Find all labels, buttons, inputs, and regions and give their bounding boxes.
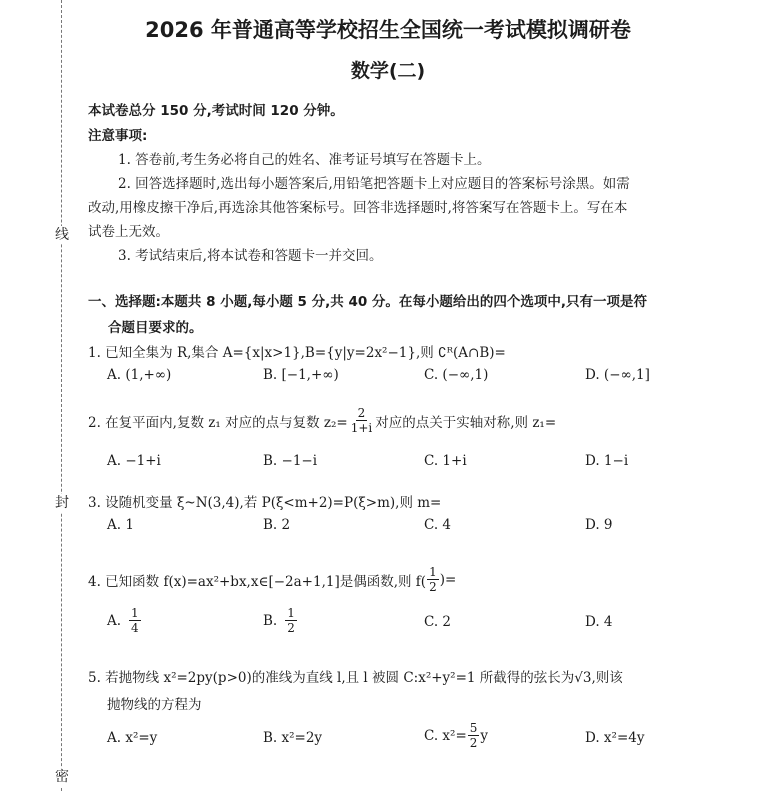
question-2-option-b: B. −1−i bbox=[263, 453, 318, 469]
question-3-option-a: A. 1 bbox=[107, 517, 134, 533]
question-5-option-c-post: y bbox=[480, 727, 489, 744]
exam-summary: 本试卷总分 150 分,考试时间 120 分钟。 bbox=[88, 103, 344, 119]
question-5-option-c-num: 5 bbox=[469, 721, 478, 735]
question-2-stem-a: 2. 在复平面内,复数 z₁ 对应的点与复数 z₂= bbox=[88, 414, 348, 431]
question-5-option-c-pre: C. x²= bbox=[424, 727, 467, 744]
section-heading-line-1: 一、选择题:本题共 8 小题,每小题 5 分,共 40 分。在每小题给出的四个选项中,只有一项是符 bbox=[88, 294, 648, 310]
question-4-stem-b: )= bbox=[439, 571, 457, 588]
question-4-stem bbox=[88, 565, 456, 594]
question-4-fraction bbox=[427, 565, 439, 594]
question-4-option-b bbox=[263, 606, 298, 635]
question-1-option-c: C. (−∞,1) bbox=[424, 367, 489, 383]
question-4-option-b-den: 2 bbox=[287, 621, 295, 635]
question-5-option-d: D. x²=4y bbox=[585, 730, 645, 746]
question-4-option-a bbox=[107, 606, 142, 635]
question-2-fraction bbox=[349, 406, 375, 435]
question-3-stem: 3. 设随机变量 ξ~N(3,4),若 P(ξ<m+2)=P(ξ>m),则 m= bbox=[88, 495, 442, 511]
section-heading-line-2: 合题目要求的。 bbox=[108, 320, 203, 336]
question-1-option-d: D. (−∞,1] bbox=[585, 367, 650, 383]
binding-dashed-line bbox=[61, 0, 62, 791]
notice-item-2-line-2: 改动,用橡皮擦干净后,再选涂其他答案标号。回答非选择题时,将答案写在答题卡上。写在本 bbox=[88, 200, 628, 216]
question-4-fraction-den: 2 bbox=[429, 580, 437, 594]
notice-heading: 注意事项: bbox=[88, 128, 148, 144]
question-5-stem-line-1: 5. 若抛物线 x²=2py(p>0)的准线为直线 l,且 l 被圆 C:x²+y²=1 所截得的弦长为√3,则该 bbox=[88, 670, 623, 686]
question-2-stem-b: 对应的点关于实轴对称,则 z₁= bbox=[375, 414, 557, 431]
notice-item-1: 1. 答卷前,考生务必将自己的姓名、准考证号填写在答题卡上。 bbox=[118, 152, 491, 168]
notice-item-2-line-1: 2. 回答选择题时,选出每小题答案后,用铅笔把答题卡上对应题目的答案标号涂黑。如需 bbox=[118, 176, 630, 192]
question-1-stem: 1. 已知全集为 R,集合 A={x|x>1},B={y|y=2x²−1},则 ∁ᴿ(A∩B)= bbox=[88, 345, 506, 361]
question-4-option-d: D. 4 bbox=[585, 614, 613, 630]
question-2-option-d: D. 1−i bbox=[585, 453, 629, 469]
question-3-option-b: B. 2 bbox=[263, 517, 291, 533]
margin-char-secret: 密 bbox=[52, 768, 72, 786]
question-4-option-a-label: A. bbox=[107, 612, 122, 629]
question-4-option-a-fraction bbox=[129, 606, 141, 635]
margin-char-seal: 封 bbox=[52, 494, 72, 512]
question-4-option-b-label: B. bbox=[263, 612, 278, 629]
exam-subtitle: 数学(二) bbox=[350, 60, 426, 82]
exam-title: 2026 年普通高等学校招生全国统一考试模拟调研卷 bbox=[145, 18, 631, 42]
question-5-option-c-den: 2 bbox=[469, 736, 478, 750]
question-2-fraction-num: 2 bbox=[357, 406, 366, 420]
question-3-option-d: D. 9 bbox=[585, 517, 613, 533]
question-4-fraction-num: 1 bbox=[429, 565, 437, 579]
question-5-option-c-fraction bbox=[468, 721, 480, 750]
question-5-option-a: A. x²=y bbox=[107, 730, 158, 746]
question-4-option-a-num: 1 bbox=[131, 606, 139, 620]
question-2-option-a: A. −1+i bbox=[107, 453, 161, 469]
question-2-option-c: C. 1+i bbox=[424, 453, 467, 469]
question-2-fraction-den: 1+i bbox=[350, 421, 373, 435]
margin-char-line: 线 bbox=[52, 226, 72, 244]
question-1-option-b: B. [−1,+∞) bbox=[263, 367, 339, 383]
question-5-option-b: B. x²=2y bbox=[263, 730, 323, 746]
question-2-stem bbox=[88, 406, 556, 435]
question-3-option-c: C. 4 bbox=[424, 517, 452, 533]
question-1-option-a: A. (1,+∞) bbox=[107, 367, 172, 383]
question-4-option-a-den: 4 bbox=[131, 621, 139, 635]
question-5-stem-line-2: 抛物线的方程为 bbox=[107, 697, 202, 713]
notice-item-2-line-3: 试卷上无效。 bbox=[88, 224, 169, 240]
question-4-option-b-fraction bbox=[285, 606, 297, 635]
notice-item-3: 3. 考试结束后,将本试卷和答题卡一并交回。 bbox=[118, 248, 383, 264]
question-4-stem-a: 4. 已知函数 f(x)=ax²+bx,x∈[−2a+1,1]是偶函数,则 f( bbox=[88, 573, 427, 590]
question-4-option-b-num: 1 bbox=[287, 606, 295, 620]
question-4-option-c: C. 2 bbox=[424, 614, 452, 630]
question-5-option-c bbox=[424, 721, 488, 750]
